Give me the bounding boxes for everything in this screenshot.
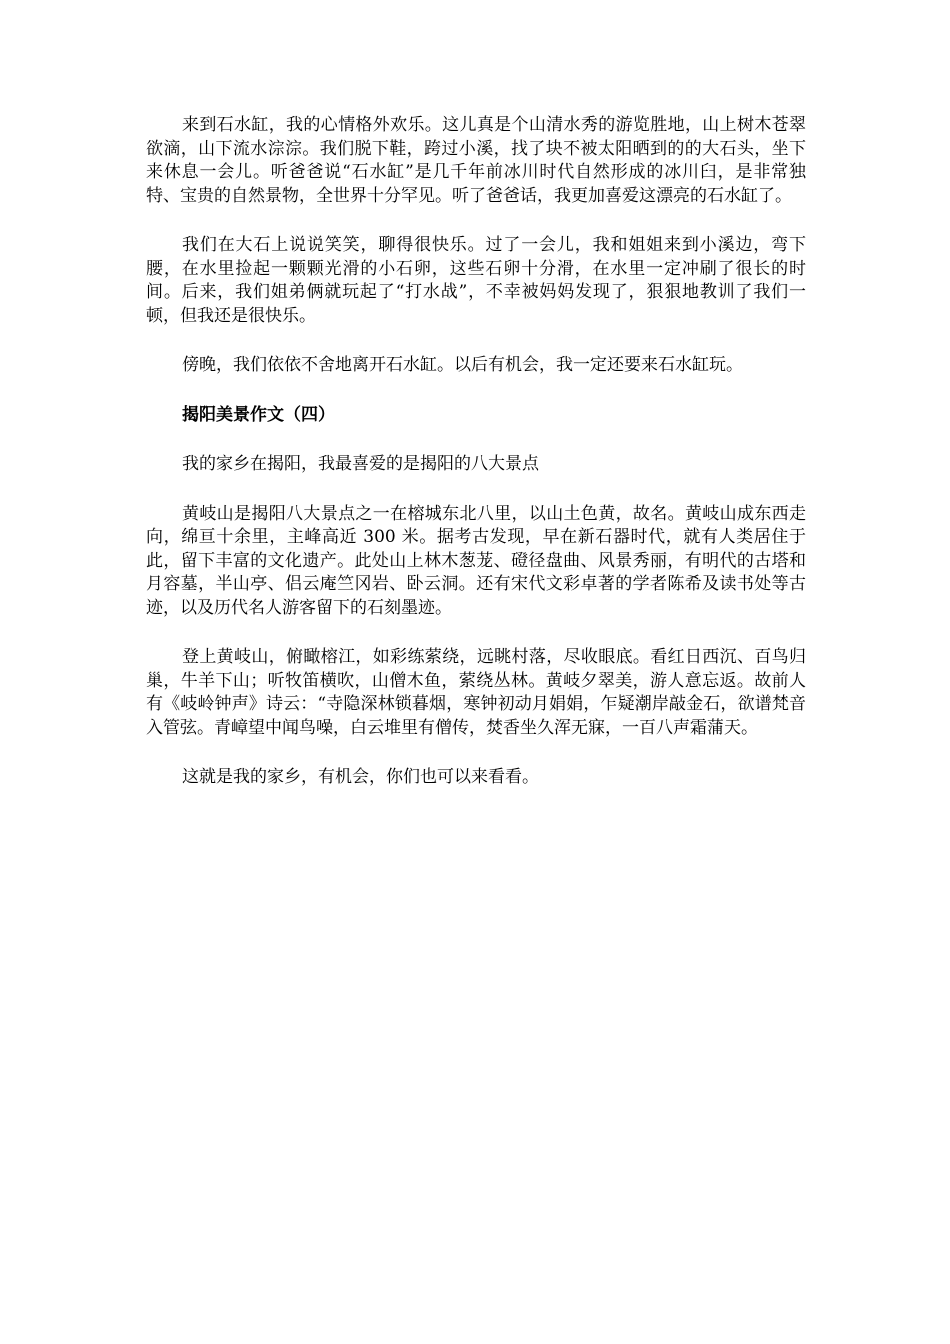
paragraph-1: 来到石水缸，我的心情格外欢乐。这儿真是个山清水秀的游览胜地，山上树木苍翠欲滴，山下流水淙淙。我们脱下鞋，跨过小溪，找了块不被太阳晒到的的大石头，坐下来休息一会儿。听爸爸说“石水缸”是几千年前冰川时代自然形成的冰川臼，是非常独特、宝贵的自然景物，全世界十分罕见。听了爸爸话，我更加喜爱这漂亮的石水缸了。 bbox=[146, 115, 806, 206]
paragraph-4: 我的家乡在揭阳，我最喜爱的是揭阳的八大景点 bbox=[182, 454, 539, 474]
paragraph-5: 黄岐山是揭阳八大景点之一在榕城东北八里，以山土色黄，故名。黄岐山成东西走向，绵亘十余里，主峰高近 300 米。据考古发现，早在新石器时代，就有人类居住于此，留下丰富的文化遗产。此处山上林木葱茏、磴径盘曲、风景秀丽，有明代的古塔和月容墓，半山亭、侣云庵竺冈岩、卧云洞。还有宋代文彩卓著的学者陈希及读书处等古迹，以及历代名人游客留下的石刻墨迹。 bbox=[146, 503, 806, 618]
paragraph-2: 我们在大石上说说笑笑，聊得很快乐。过了一会儿，我和姐姐来到小溪边，弯下腰，在水里捡起一颗颗光滑的小石卵，这些石卵十分滑，在水里一定冲刷了很长的时间。后来，我们姐弟俩就玩起了“打水战”，不幸被妈妈发现了，狠狠地教训了我们一顿，但我还是很快乐。 bbox=[146, 235, 806, 326]
document-body bbox=[146, 114, 806, 816]
paragraph-7: 这就是我的家乡，有机会，你们也可以来看看。 bbox=[182, 767, 539, 787]
paragraph-6: 登上黄岐山，俯瞰榕江，如彩练萦绕，远眺村落，尽收眼底。看红日西沉、百鸟归巢，牛羊下山；听牧笛横吹，山僧木鱼，萦绕丛林。黄岐夕翠美，游人意忘返。故前人有《岐岭钟声》诗云：“寺隐深林锁暮烟，寒钟初动月娟娟，乍疑潮岸敲金石，欲谱梵音入管弦。青嶂望中闻鸟噪，白云堆里有僧传，焚香坐久浑无寐，一百八声霜蒲天。 bbox=[146, 647, 806, 738]
section-heading: 揭阳美景作文（四） bbox=[182, 404, 335, 425]
paragraph-3: 傍晚，我们依依不舍地离开石水缸。以后有机会，我一定还要来石水缸玩。 bbox=[182, 355, 743, 375]
